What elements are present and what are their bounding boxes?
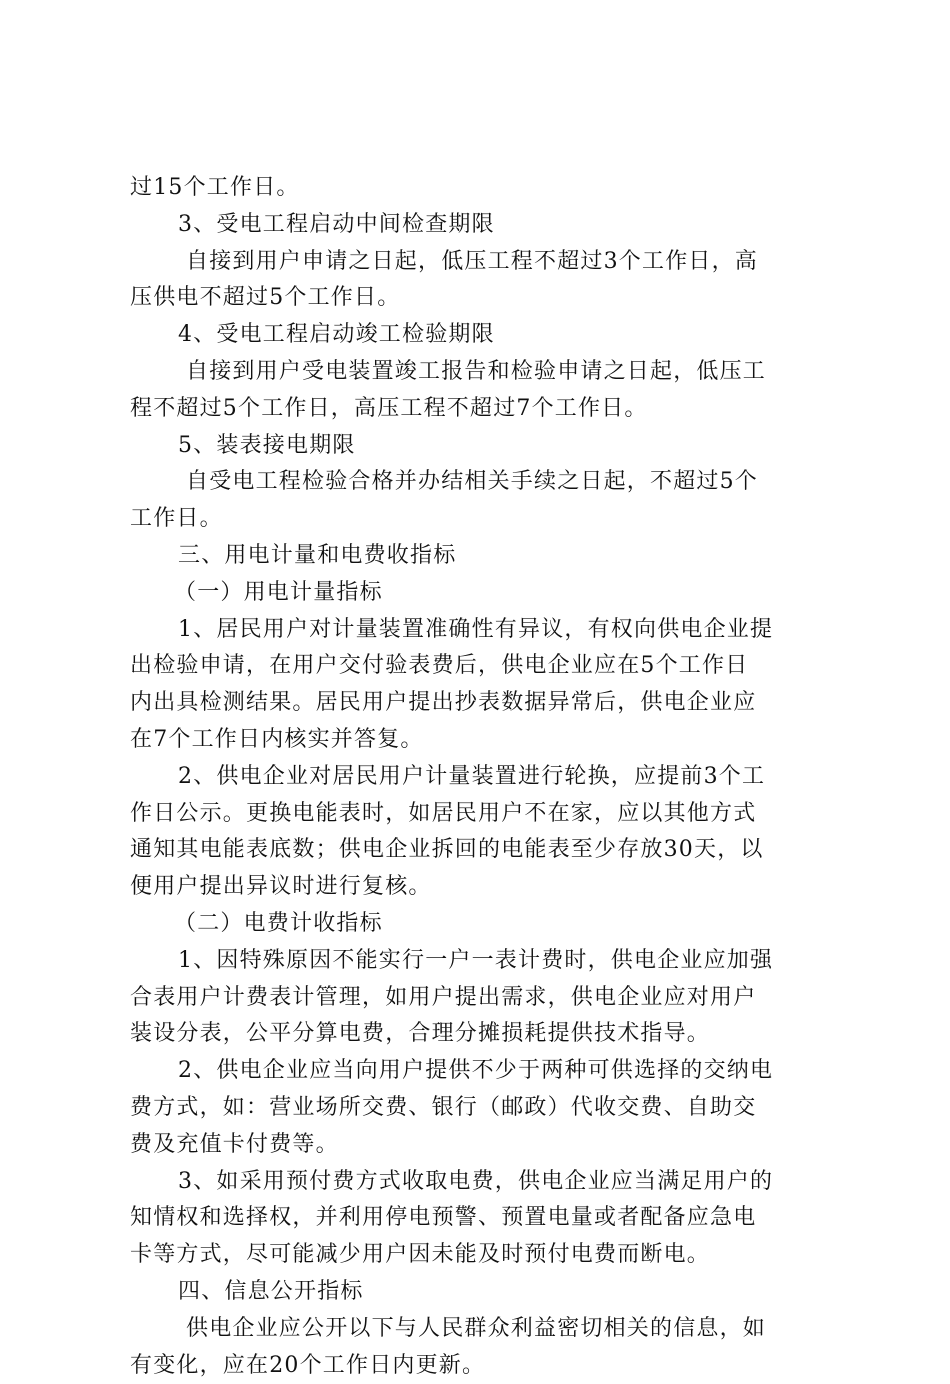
text-line: 通知其电能表底数；供电企业拆回的电能表至少存放30天，以 [130,832,830,869]
text-line: 自受电工程检验合格并办结相关手续之日起，不超过5个 [130,464,830,501]
text-line: 知情权和选择权，并利用停电预警、预置电量或者配备应急电 [130,1200,830,1237]
text-line: 程不超过5个工作日，高压工程不超过7个工作日。 [130,391,830,428]
text-line: 卡等方式，尽可能减少用户因未能及时预付电费而断电。 [130,1237,830,1274]
text-line: 自接到用户受电装置竣工报告和检验申请之日起，低压工 [130,354,830,391]
text-line: 3、如采用预付费方式收取电费，供电企业应当满足用户的 [130,1164,830,1201]
text-line: 自接到用户申请之日起，低压工程不超过3个工作日，高 [130,244,830,281]
text-line: 三、用电计量和电费收指标 [130,538,830,575]
text-line: 供电企业应公开以下与人民群众利益密切相关的信息，如 [130,1311,830,1348]
text-line: 压供电不超过5个工作日。 [130,280,830,317]
text-line: 费方式，如：营业场所交费、银行（邮政）代收交费、自助交 [130,1090,830,1127]
text-line: 2、供电企业对居民用户计量装置进行轮换，应提前3个工 [130,759,830,796]
text-line: 装设分表，公平分算电费，合理分摊损耗提供技术指导。 [130,1016,830,1053]
text-line: 1、居民用户对计量装置准确性有异议，有权向供电企业提 [130,612,830,649]
text-line: 4、受电工程启动竣工检验期限 [130,317,830,354]
text-line: 合表用户计费表计管理，如用户提出需求，供电企业应对用户 [130,980,830,1017]
text-line: 工作日。 [130,501,830,538]
text-line: 内出具检测结果。居民用户提出抄表数据异常后，供电企业应 [130,685,830,722]
document-body [130,170,830,1384]
text-line: 有变化，应在20个工作日内更新。 [130,1348,830,1384]
text-line: （二）电费计收指标 [130,906,830,943]
text-line: 费及充值卡付费等。 [130,1127,830,1164]
text-line: 5、装表接电期限 [130,428,830,465]
text-line: 2、供电企业应当向用户提供不少于两种可供选择的交纳电 [130,1053,830,1090]
text-line: 作日公示。更换电能表时，如居民用户不在家，应以其他方式 [130,796,830,833]
text-line: （一）用电计量指标 [130,575,830,612]
text-line: 出检验申请，在用户交付验表费后，供电企业应在5个工作日 [130,648,830,685]
text-line: 过15个工作日。 [130,170,830,207]
text-line: 四、信息公开指标 [130,1274,830,1311]
text-line: 3、受电工程启动中间检查期限 [130,207,830,244]
text-line: 1、因特殊原因不能实行一户一表计费时，供电企业应加强 [130,943,830,980]
text-line: 在7个工作日内核实并答复。 [130,722,830,759]
text-line: 便用户提出异议时进行复核。 [130,869,830,906]
